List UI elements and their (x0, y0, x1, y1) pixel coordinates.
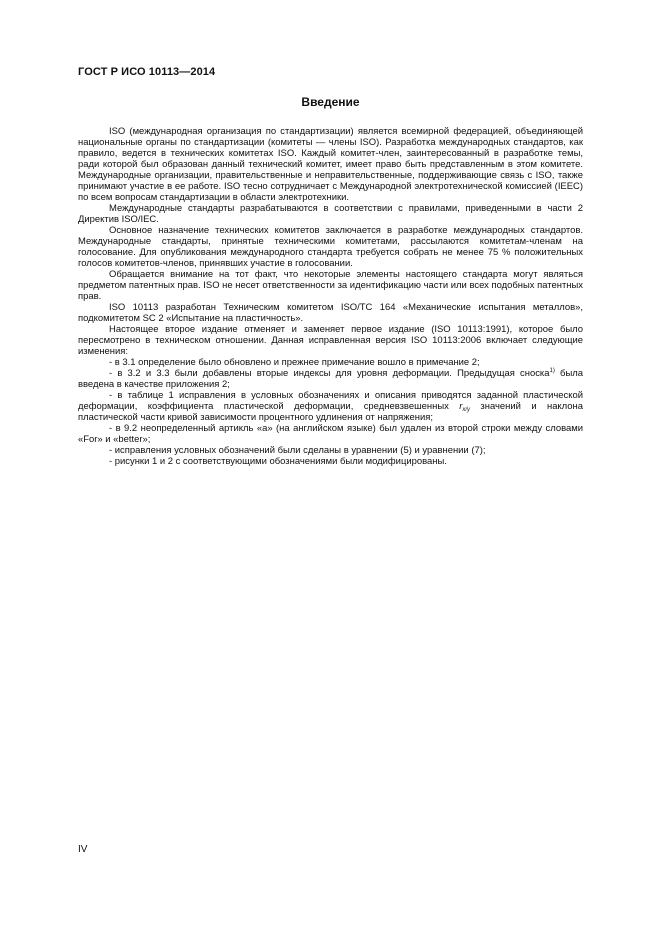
r-symbol: r (459, 401, 463, 412)
section-title: Введение (301, 95, 360, 109)
change-item-indices (78, 368, 583, 390)
xy-subscript: x/y (462, 407, 471, 413)
introduction-body (78, 126, 583, 467)
change-item-article-removed: - в 9.2 неопределенный артикль «а» (на английском языке) был удален из второй строки между словами «For» и «better»; (78, 423, 583, 445)
change-item-figures: - рисунки 1 и 2 с соответствующими обозначениями были модифицированы. (109, 456, 447, 467)
paragraph-edition-changes: Настоящее второе издание отменяет и заменяет первое издание (ISO 10113:1991), которое было пересмотрено в техническом отношении. Данная исправленная версия ISO 10113:2006 включает следующие изменения: (78, 324, 583, 357)
change-item-table-text: - в таблице 1 исправления в условных обозначениях и описания приводятся заданной пластической деформации, коэффициента пластической деформации, средневзвешенных (78, 390, 583, 412)
paragraph-patent-rights: Обращается внимание на тот факт, что некоторые элементы настоящего стандарта могут являться предметом патентных прав. ISO не несет ответственности за идентификацию части или всех подобных патентных прав. (78, 269, 583, 302)
paragraph-committee-development: ISO 10113 разработан Техническим комитетом ISO/TC 164 «Механические испытания металлов», подкомитетом SC 2 «Испытание на пластичность». (78, 302, 583, 324)
footnote-marker: 1) (549, 368, 555, 374)
change-item-table-corrections (78, 390, 583, 423)
paragraph-iso-overview: ISO (международная организация по стандартизации) является всемирной федерацией, объединяющей национальные органы по стандартизации (комитеты — члены ISO). Разработка международных стандартов, как правило, ведется в технических комитетах ISO. Каждый комитет-член, заинтересованный в разработке темы, ради которой был образован данный технический комитет, имеет право быть представленным в этом комитете. Международные организации, правительственные и неправительственные, поддерживающие связь с ISO, также принимают участие в ее работе. ISO тесно сотрудничает с Международной электротехнической комиссией (IEEC) по всем вопросам стандартизации в области электротехники. (78, 126, 583, 203)
paragraph-technical-committees: Основное назначение технических комитетов заключается в разработке международных стандартов. Международные стандарты, принятые техническими комитетами, рассылаются комитетам-членам на голосование. Для опубликования международного стандарта требуется собрать не менее 75 % положительных голосов комитетов-членов, принявших участие в голосовании. (78, 225, 583, 269)
change-item-indices-continuation: была введена в качестве приложения 2; (78, 368, 583, 390)
page-number: IV (78, 844, 88, 855)
paragraph-directives: Международные стандарты разрабатываются в соответствии с правилами, приведенными в части 2 Директив ISO/IEC. (78, 203, 583, 225)
standard-header: ГОСТ Р ИСО 10113—2014 (78, 66, 216, 78)
change-item-definition: - в 3.1 определение было обновлено и прежнее примечание вошло в примечание 2; (109, 357, 480, 368)
change-item-equations: - исправления условных обозначений были сделаны в уравнении (5) и уравнении (7); (109, 445, 486, 456)
change-item-indices-text: - в 3.2 и 3.3 были добавлены вторые индексы для уровня деформации. Предыдущая сноска (109, 368, 550, 379)
change-item-table-continuation: значений и наклона пластической части кривой зависимости процентного удлинения от напряжения; (78, 401, 583, 423)
